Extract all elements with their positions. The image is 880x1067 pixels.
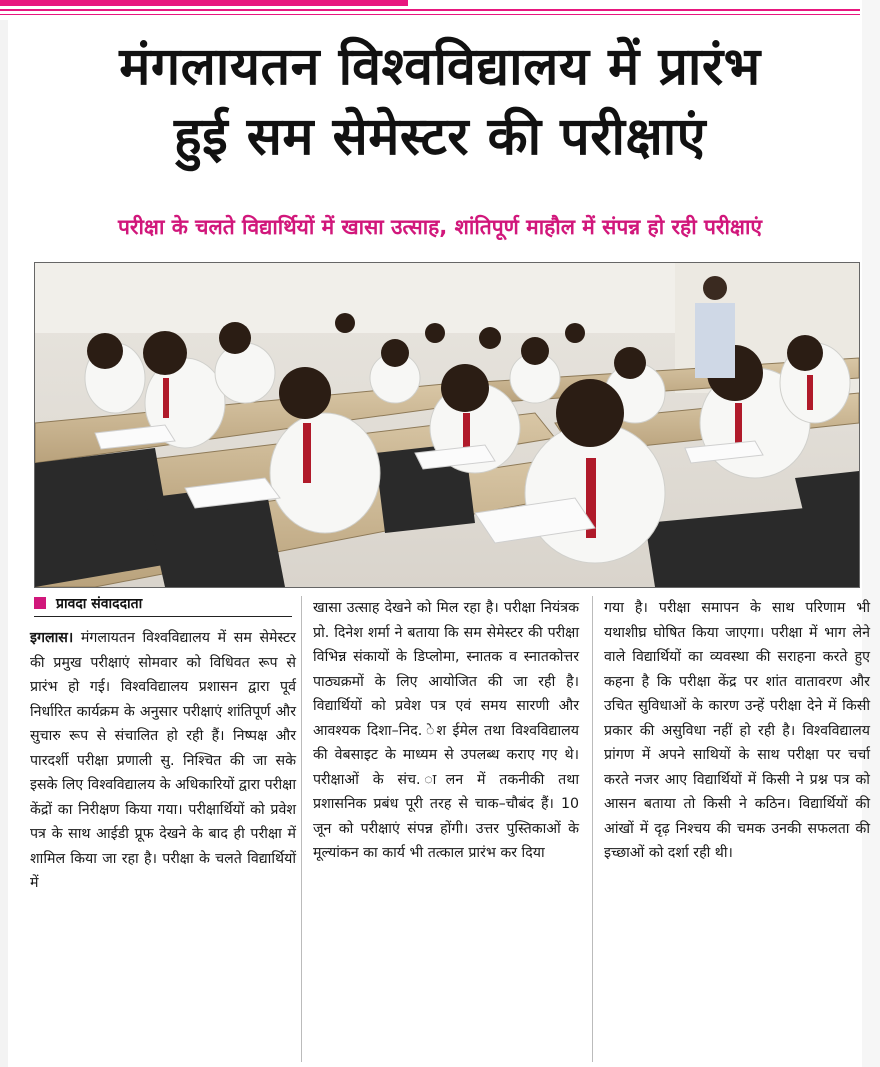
column-divider-1 [301,596,302,1062]
byline-divider [34,616,292,617]
headline-line-1: मंगलायतन विश्वविद्यालय में प्रारंभ [119,37,761,97]
exam-hall-illustration [35,263,859,587]
dateline: इगलास। [30,630,74,646]
article-column-2 [313,596,579,866]
pink-top-bar [0,0,408,6]
headline-line-2: हुई सम सेमेस्टर की परीक्षाएं [174,107,706,167]
top-decorative-band [0,0,880,20]
right-margin-strip [862,0,880,1067]
exam-hall-photo [34,262,860,588]
byline [34,592,142,614]
article-column-3 [604,596,870,866]
column-1-paragraph [30,626,296,896]
column-1-text: मंगलायतन विश्वविद्यालय में सम सेमेस्टर की प्रमुख परीक्षाएं सोमवार को विधिवत रूप से प्रारंभ हो गई। विश्वविद्यालय प्रशासन द्वारा पूर्व निर्धारित कार्यक्रम के अनुसार परीक्षाएं शांतिपूर्ण और सुचारु रूप से संचालित हो रही हैं। निष्पक्ष और पारदर्शी परीक्षा प्रणाली सु. निश्चित की जा सके इसके लिए विश्वविद्यालय के अधिकारियों द्वारा परीक्षा केंद्रों का निरीक्षण किया गया। परीक्षार्थियों को प्रवेश पत्र के साथ आईडी प्रूफ देखने के बाद ही परीक्षा में शामिल किया जा रहा है। परीक्षा के चलते विद्यार्थियों में [30,630,296,891]
subheadline: परीक्षा के चलते विद्यार्थियों में खासा उत्साह, शांतिपूर्ण माहौल में संपन्न हो रही परीक्षाएं [117,215,763,239]
headline [20,32,860,172]
article-column-1 [30,626,296,896]
left-margin-strip [0,20,8,1067]
pink-rule [0,9,860,11]
column-3-text: गया है। परीक्षा समापन के साथ परिणाम भी यथाशीघ्र घोषित किया जाएगा। परीक्षा में भाग लेने वाले विद्यार्थियों का व्यवस्था की सराहना करते हुए कहना है कि परीक्षा केंद्र पर शांत वातावरण और उचित सुविधाओं के कारण उन्हें परीक्षा देने में किसी प्रकार की असुविधा नहीं हो रही है। विश्वविद्यालय प्रांगण में अपने साथियों के साथ परीक्षा पर चर्चा करते नजर आए विद्यार्थियों में किसी ने प्रश्न पत्र को आसन बताया तो किसी ने कठिन। विद्यार्थियों की आंखों में दृढ़ निश्चय की चमक उनकी सफलता की इच्छाओं को दर्शा रही थी। [604,600,870,861]
column-divider-2 [592,596,593,1062]
pink-rule-thin [0,14,860,15]
byline-bullet-icon [34,597,46,609]
byline-text: प्रावदा संवाददाता [56,595,143,612]
column-2-text: खासा उत्साह देखने को मिल रहा है। परीक्षा नियंत्रक प्रो. दिनेश शर्मा ने बताया कि सम सेमेस्टर की परीक्षा विभिन्न संकायों के डिप्लोमा, स्नातक व स्नातकोत्तर पाठ्यक्रमों के लिए आयोजित की जा रही है। विद्यार्थियों को प्रवेश पत्र एवं समय सारणी और आवश्यक दिशा–निद. ेश ईमेल तथा विश्वविद्यालय की वेबसाइट के माध्यम से उपलब्ध कराए गए थे। परीक्षाओं के संच. ालन में तकनीकी तथा प्रशासनिक प्रबंध पूरी तरह से चाक–चौबंद हैं। 10 जून को परीक्षाएं संपन्न होंगी। उत्तर पुस्तिकाओं के मूल्यांकन का कार्य भी तत्काल प्रारंभ कर दिया [313,600,579,861]
